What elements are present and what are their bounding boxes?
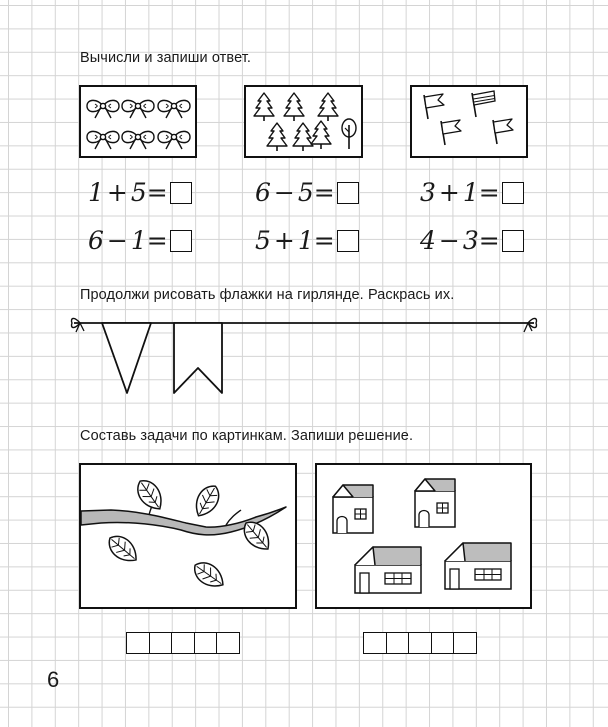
operand: 5 xyxy=(130,178,147,207)
operand: 4 xyxy=(420,226,436,255)
instruction-compute: Вычисли и запиши ответ. xyxy=(80,50,252,66)
branch-with-leaves-icon xyxy=(81,465,299,611)
operator: + xyxy=(273,226,295,255)
operand: 5 xyxy=(297,178,314,207)
bow-icon xyxy=(81,87,199,160)
operand: 1 xyxy=(462,178,479,207)
answer-cell[interactable] xyxy=(453,632,477,654)
answer-cell[interactable] xyxy=(363,632,387,654)
answer-cell[interactable] xyxy=(126,632,150,654)
tree-icon xyxy=(246,87,365,160)
example-4 xyxy=(88,226,192,256)
answer-box[interactable] xyxy=(337,182,359,204)
equals: = xyxy=(146,178,168,207)
picture-branch xyxy=(79,463,297,609)
equals: = xyxy=(313,178,335,207)
operand: 3 xyxy=(462,226,479,255)
garland[interactable] xyxy=(0,300,608,420)
operand: 6 xyxy=(88,226,104,255)
operator: + xyxy=(106,178,128,207)
operator: + xyxy=(438,178,460,207)
triangle-flag xyxy=(102,323,151,393)
houses-icon xyxy=(317,465,534,611)
answer-box[interactable] xyxy=(170,230,192,252)
operand: 3 xyxy=(420,178,436,207)
operand: 1 xyxy=(297,226,314,255)
operand: 1 xyxy=(88,178,104,207)
answer-cell[interactable] xyxy=(171,632,195,654)
example-5 xyxy=(255,226,359,256)
swallowtail-flag xyxy=(174,323,222,393)
operator: − xyxy=(273,178,295,207)
answer-box[interactable] xyxy=(170,182,192,204)
answer-cell[interactable] xyxy=(431,632,455,654)
answer-cell[interactable] xyxy=(149,632,173,654)
page-number: 6 xyxy=(47,667,60,692)
operand: 1 xyxy=(130,226,147,255)
instruction-story: Составь задачи по картинкам. Запиши решение. xyxy=(80,428,414,444)
answer-cell[interactable] xyxy=(194,632,218,654)
answer-strip-branch[interactable] xyxy=(126,632,240,654)
operand: 5 xyxy=(255,226,271,255)
answer-box[interactable] xyxy=(502,230,524,252)
equals: = xyxy=(478,226,500,255)
picture-trees xyxy=(244,85,363,158)
operand: 6 xyxy=(255,178,271,207)
answer-strip-houses[interactable] xyxy=(363,632,477,654)
example-2 xyxy=(255,178,359,208)
picture-bows xyxy=(79,85,197,158)
equals: = xyxy=(313,226,335,255)
answer-cell[interactable] xyxy=(386,632,410,654)
picture-houses xyxy=(315,463,532,609)
operator: − xyxy=(106,226,128,255)
knot-icon xyxy=(71,318,84,332)
answer-box[interactable] xyxy=(502,182,524,204)
example-6 xyxy=(420,226,524,256)
example-3 xyxy=(420,178,524,208)
equals: = xyxy=(478,178,500,207)
flag-icon xyxy=(412,87,530,160)
picture-flags xyxy=(410,85,528,158)
instruction-garland: Продолжи рисовать флажки на гирлянде. Раскрась их. xyxy=(80,287,455,303)
answer-cell[interactable] xyxy=(408,632,432,654)
knot-icon xyxy=(524,318,537,332)
equals: = xyxy=(146,226,168,255)
answer-box[interactable] xyxy=(337,230,359,252)
example-1 xyxy=(88,178,192,208)
answer-cell[interactable] xyxy=(216,632,240,654)
operator: − xyxy=(438,226,460,255)
